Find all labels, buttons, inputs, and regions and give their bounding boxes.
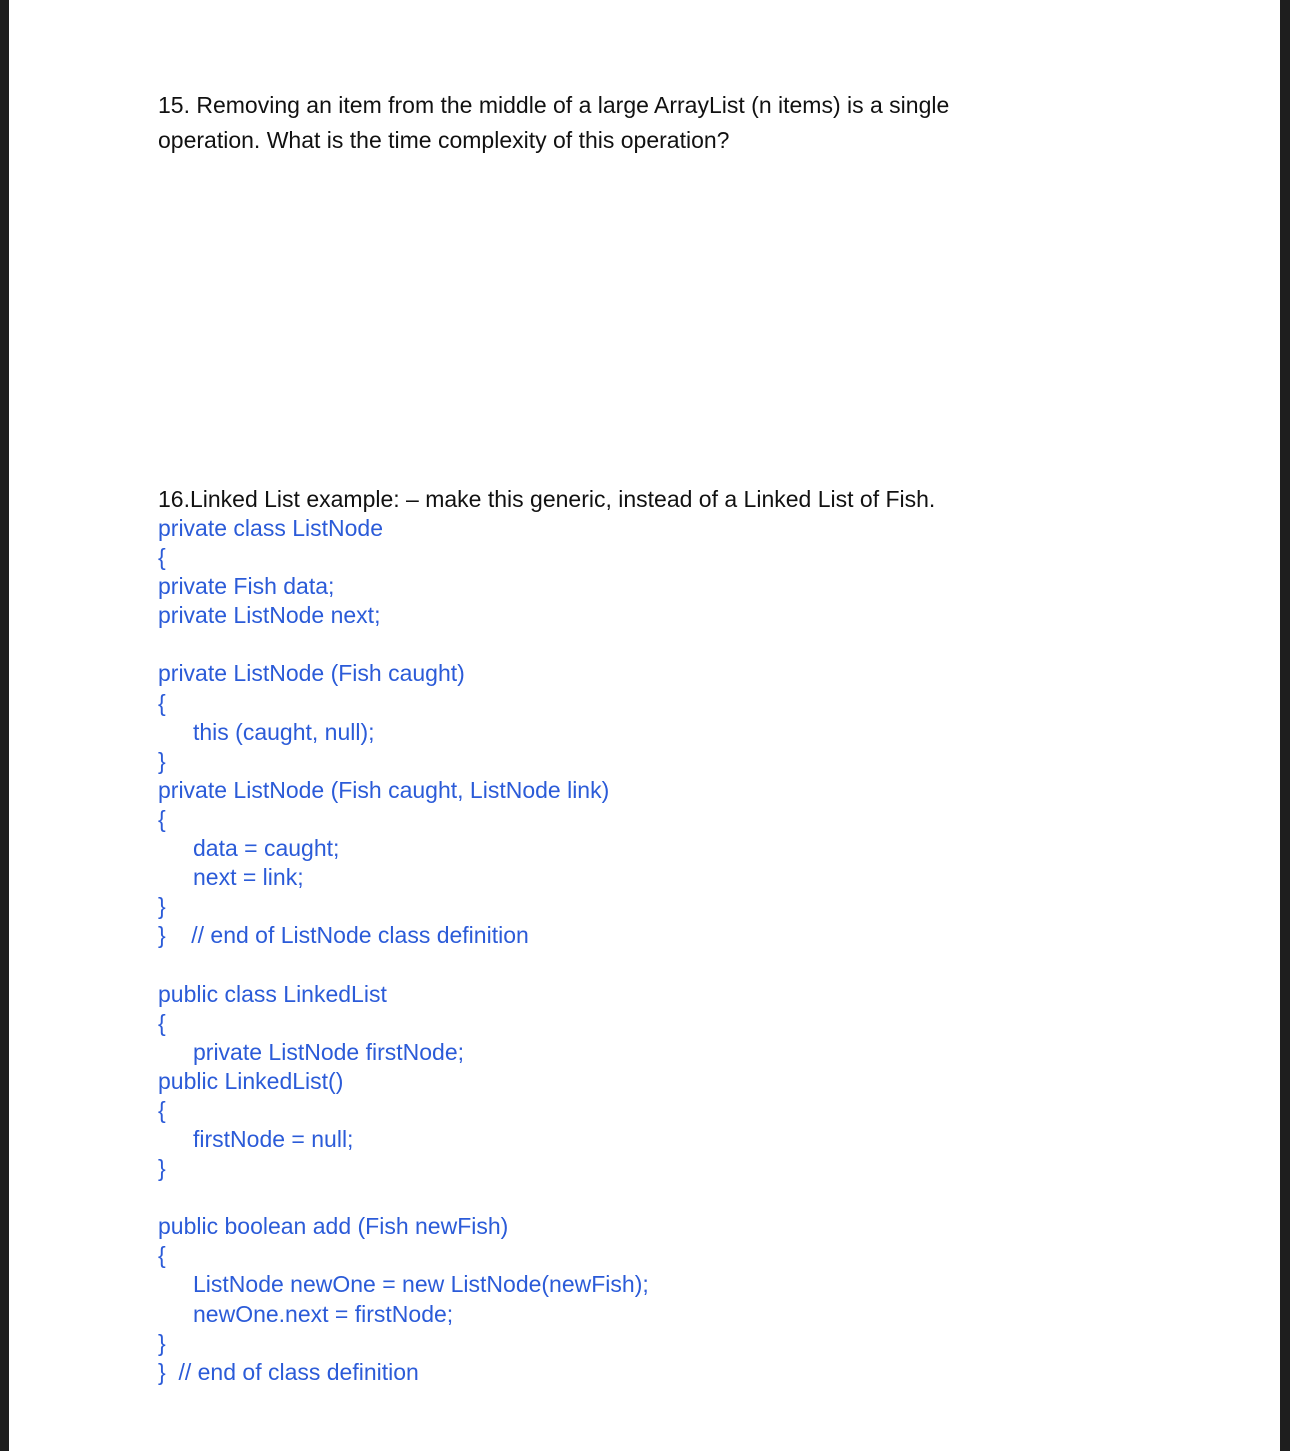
code-line: } bbox=[158, 747, 166, 774]
code-line bbox=[158, 950, 1208, 979]
code-line bbox=[158, 630, 1208, 659]
code-line: data = caught; bbox=[193, 835, 340, 862]
code-line: next = link; bbox=[193, 864, 304, 891]
question-16-title: 16.Linked List example: – make this generic, instead of a Linked List of Fish. bbox=[158, 486, 936, 512]
code-line: private ListNode firstNode; bbox=[193, 1038, 465, 1065]
code-line: private class ListNode bbox=[158, 515, 383, 541]
code-line: } // end of ListNode class definition bbox=[158, 922, 529, 949]
code-line: private ListNode (Fish caught) bbox=[158, 660, 465, 687]
code-line: ListNode newOne = new ListNode(newFish); bbox=[193, 1271, 649, 1298]
code-line: private ListNode next; bbox=[158, 602, 381, 629]
question-16 bbox=[158, 484, 1208, 1387]
code-line: { bbox=[158, 1096, 166, 1123]
code-line: firstNode = null; bbox=[193, 1125, 354, 1152]
code-line bbox=[158, 1183, 1208, 1212]
code-line: { bbox=[158, 544, 166, 571]
code-line: newOne.next = firstNode; bbox=[193, 1300, 454, 1327]
question-15-line-2: operation. What is the time complexity of this operation? bbox=[158, 127, 730, 153]
code-line: } // end of class definition bbox=[158, 1358, 419, 1385]
code-block bbox=[158, 514, 1208, 1387]
code-line: private ListNode (Fish caught, ListNode link) bbox=[158, 776, 610, 803]
code-line: { bbox=[158, 805, 166, 832]
code-line: { bbox=[158, 1009, 166, 1036]
code-line: public class LinkedList bbox=[158, 980, 387, 1007]
code-line: public boolean add (Fish newFish) bbox=[158, 1213, 509, 1240]
code-line: public LinkedList() bbox=[158, 1067, 344, 1094]
code-line: } bbox=[158, 1329, 166, 1356]
question-15-line-1: 15. Removing an item from the middle of a large ArrayList (n items) is a single bbox=[158, 92, 950, 118]
question-15 bbox=[158, 88, 1158, 158]
code-line: } bbox=[158, 893, 166, 920]
code-line: private Fish data; bbox=[158, 573, 335, 600]
code-line: } bbox=[158, 1155, 166, 1182]
code-line: { bbox=[158, 1242, 166, 1269]
code-line: { bbox=[158, 689, 166, 716]
code-line: this (caught, null); bbox=[193, 718, 375, 745]
document-page bbox=[9, 0, 1280, 1451]
